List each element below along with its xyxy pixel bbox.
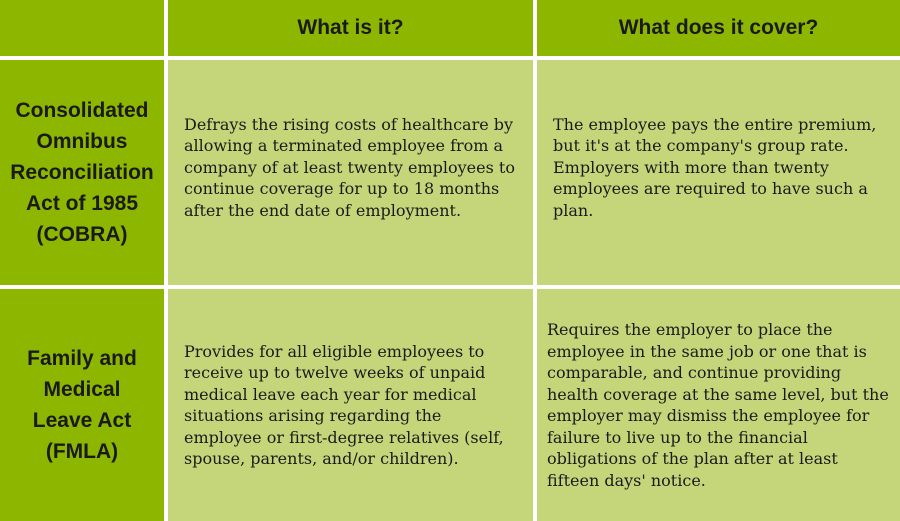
row-name-line: Medical [43, 378, 121, 401]
row-name-cobra-label [4, 95, 160, 250]
fmla-what-text: Provides for all eligible employees to receive up to twelve weeks of unpaid medical leave each year for medical situations arising regarding the employee or first-degree relatives (self, spouse, parents, and/or children). [184, 341, 504, 468]
header-what-is-it [168, 0, 537, 60]
cobra-what-cell [168, 60, 537, 289]
row-name-line: Reconciliation [10, 161, 154, 184]
row-name-line: Omnibus [36, 130, 128, 153]
header-what-does-it-cover [537, 0, 900, 60]
row-name-line: Act of 1985 [25, 192, 139, 215]
cobra-covers-cell [537, 60, 900, 289]
row-name-line: (FMLA) [45, 440, 119, 463]
fmla-covers-cell [537, 289, 900, 521]
row-name-cobra [0, 60, 168, 289]
fmla-what-cell [168, 289, 537, 521]
row-name-fmla [0, 289, 168, 521]
row-name-fmla-label [21, 343, 143, 467]
row-name-line: Consolidated [15, 99, 149, 122]
row-name-line: Leave Act [32, 409, 132, 432]
row-name-line: (COBRA) [36, 223, 128, 246]
cobra-covers-text: The employee pays the entire premium, but it's at the company's group rate. Employers with more than twenty employees are required to have such a plan. [553, 114, 877, 220]
row-name-line: Family and [27, 347, 137, 370]
header-corner-cell [0, 0, 168, 60]
cobra-what-text: Defrays the rising costs of healthcare by allowing a terminated employee from a company of at least twenty employees to continue coverage for up to 18 months after the end date of employment. [184, 114, 515, 220]
header-what-does-it-cover-label: What does it cover? [618, 16, 819, 39]
fmla-covers-text: Requires the employer to place the employee in the same job or one that is comparable, and continue providing health coverage at the same level, but the employer may dismiss the employee for failure to live up to the financial obligations of the plan after at least fifteen days' notice. [547, 320, 889, 490]
header-what-is-it-label: What is it? [297, 16, 404, 39]
